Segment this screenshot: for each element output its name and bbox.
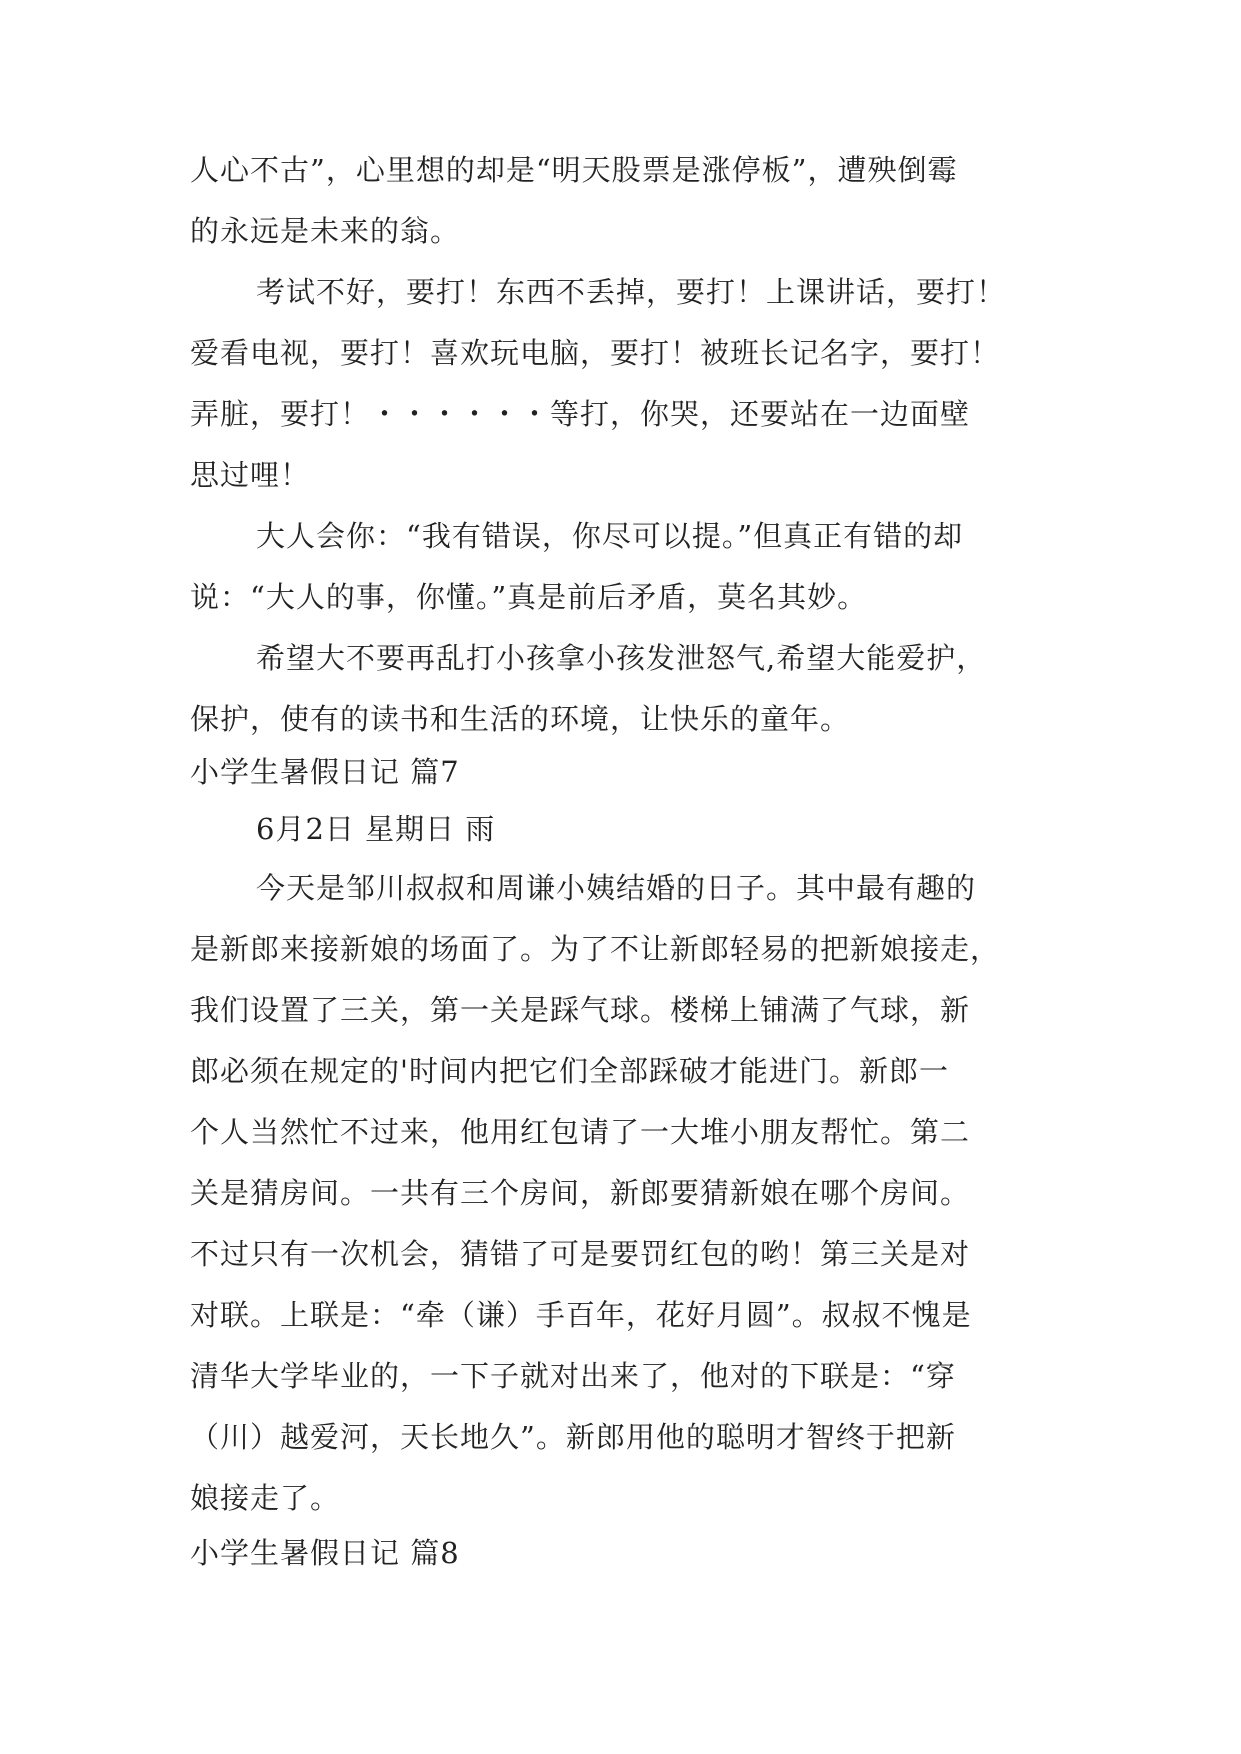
paragraph-line: 的永远是未来的翁。 xyxy=(190,214,461,248)
paragraph-line: 我们设置了三关，第一关是踩气球。楼梯上铺满了气球，新 xyxy=(190,993,971,1027)
section-heading: 小学生暑假日记 篇7 xyxy=(190,755,460,789)
diary-date: 6月2日 星期日 雨 xyxy=(256,812,496,846)
paragraph-line: 不过只有一次机会，猜错了可是要罚红包的哟！第三关是对 xyxy=(190,1237,971,1271)
paragraph-line: 清华大学毕业的，一下子就对出来了，他对的下联是：“穿 xyxy=(190,1359,956,1393)
paragraph-line: 是新郎来接新娘的场面了。为了不让新郎轻易的把新娘接走， xyxy=(190,932,1001,966)
paragraph-line: 今天是邹川叔叔和周谦小姨结婚的日子。其中最有趣的 xyxy=(256,871,977,905)
paragraph-line: 娘接走了。 xyxy=(190,1481,341,1515)
paragraph-line: 爱看电视，要打！喜欢玩电脑，要打！被班长记名字，要打！ xyxy=(190,336,1001,370)
paragraph-line: 大人会你：“我有错误，你尽可以提。”但真正有错的却 xyxy=(256,519,964,553)
paragraph-line: 希望大不要再乱打小孩拿小孩发泄怒气,希望大能爱护， xyxy=(256,641,987,675)
paragraph-line: 说：“大人的事，你懂。”真是前后矛盾，莫名其妙。 xyxy=(190,580,868,614)
paragraph-line: 个人当然忙不过来，他用红包请了一大堆小朋友帮忙。第二 xyxy=(190,1115,971,1149)
paragraph-line: 人心不古”，心里想的却是“明天股票是涨停板”，遭殃倒霉 xyxy=(190,153,958,187)
paragraph-line: 弄脏，要打！・・・・・・等打，你哭，还要站在一边面壁 xyxy=(190,397,971,431)
paragraph-line: 郎必须在规定的'时间内把它们全部踩破才能进门。新郎一 xyxy=(190,1054,949,1088)
paragraph-line: 思过哩！ xyxy=(190,458,311,492)
paragraph-line: （川）越爱河，天长地久”。新郎用他的聪明才智终于把新 xyxy=(190,1420,956,1454)
section-heading: 小学生暑假日记 篇8 xyxy=(190,1536,460,1570)
paragraph-line: 考试不好，要打！东西不丢掉，要打！上课讲话，要打！ xyxy=(256,275,1007,309)
paragraph-line: 保护，使有的读书和生活的环境，让快乐的童年。 xyxy=(190,702,851,736)
paragraph-line: 对联。上联是：“牵（谦）手百年，花好月圆”。叔叔不愧是 xyxy=(190,1298,972,1332)
paragraph-line: 关是猜房间。一共有三个房间，新郎要猜新娘在哪个房间。 xyxy=(190,1176,971,1210)
